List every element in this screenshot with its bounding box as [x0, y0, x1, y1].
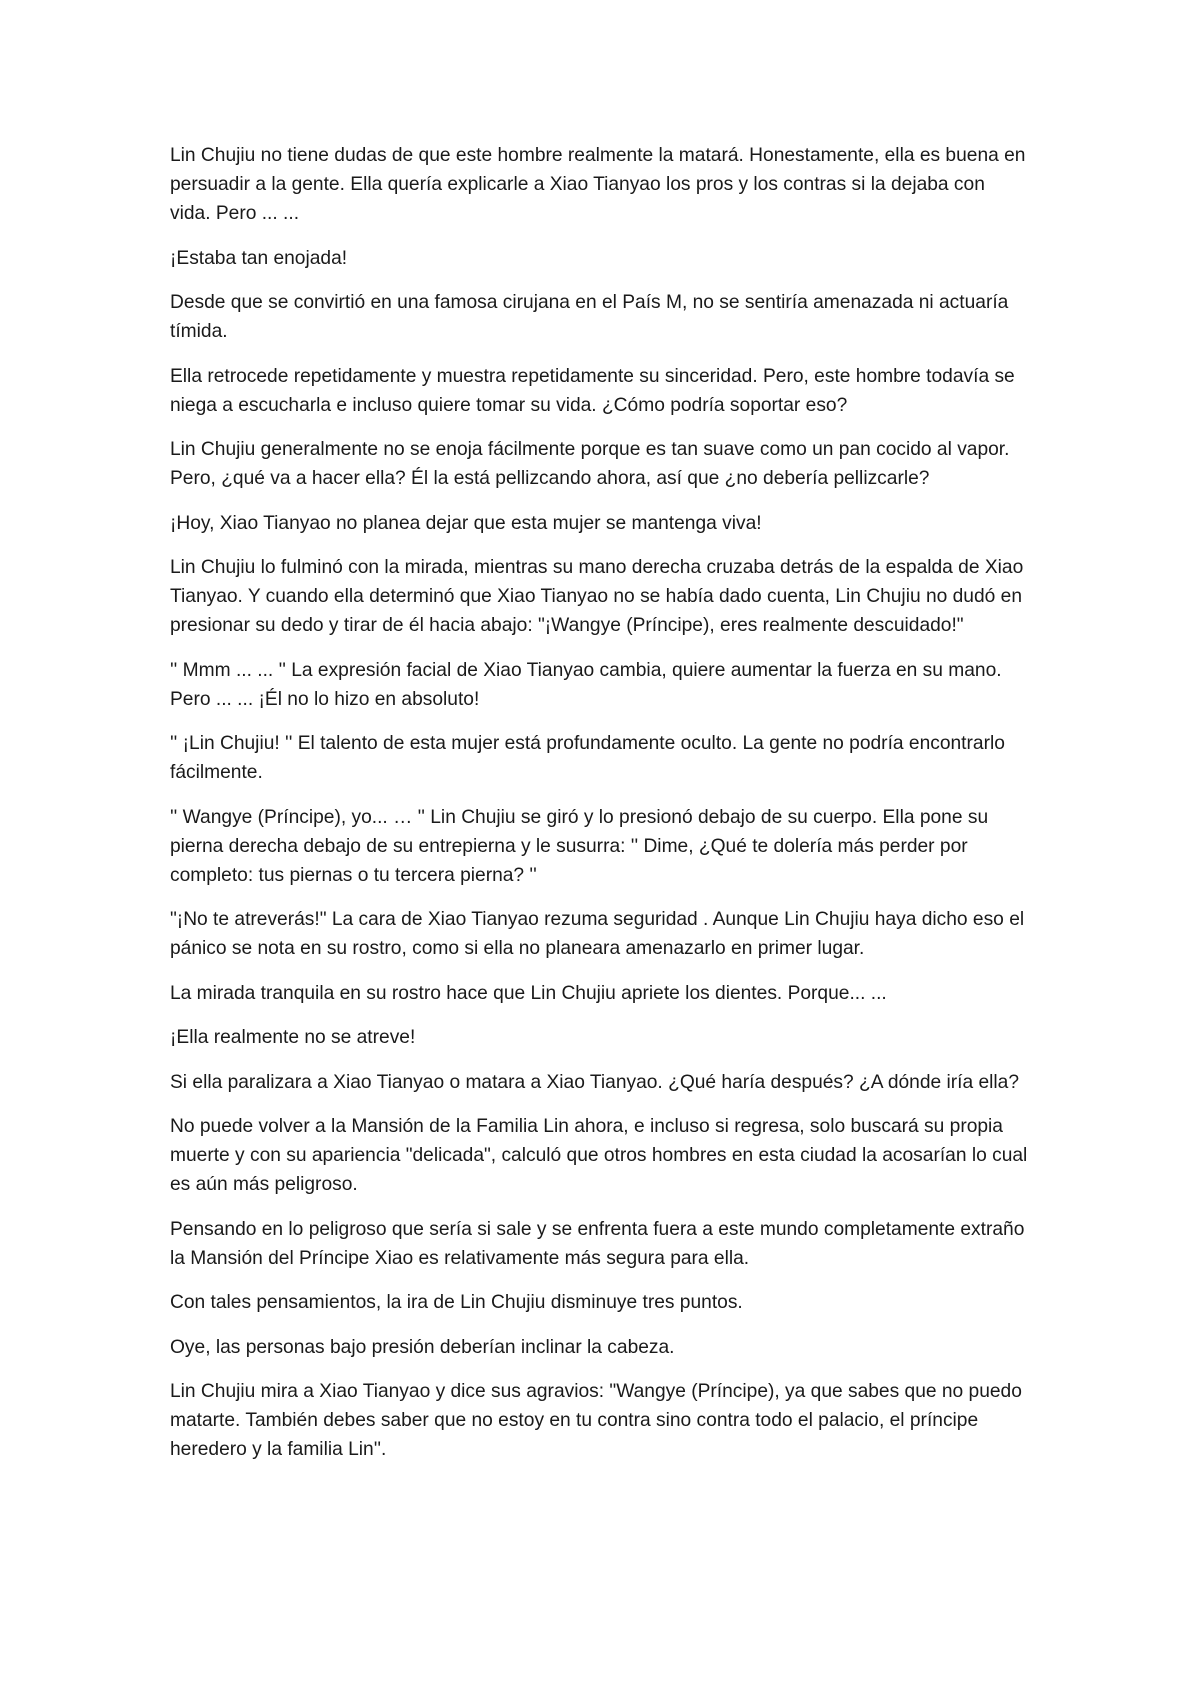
paragraph: '' Mmm ... ... '' La expresión facial de Xiao Tianyao cambia, quiere aumentar la fuerza en su mano. Pero ... ... ¡Él no lo hizo en absoluto! — [170, 659, 1002, 710]
paragraph: Con tales pensamientos, la ira de Lin Chujiu disminuye tres puntos. — [170, 1292, 743, 1313]
paragraph: ¡Ella realmente no se atreve! — [170, 1027, 416, 1048]
paragraph: No puede volver a la Mansión de la Familia Lin ahora, e incluso si regresa, solo buscará su propia muerte y con su apariencia "delicada", calculó que otros hombres en esta ciudad la acosarían lo cual es aún más peligroso. — [170, 1116, 1028, 1195]
paragraph: Lin Chujiu no tiene dudas de que este hombre realmente la matará. Honestamente, ella es buena en persuadir a la gente. Ella quería explicarle a Xiao Tianyao los pros y los contras si la dejaba con vida. Pero ... ... — [170, 145, 1026, 224]
paragraph: Ella retrocede repetidamente y muestra repetidamente su sinceridad. Pero, este hombre todavía se niega a escucharla e incluso quiere tomar su vida. ¿Cómo podría soportar eso? — [170, 365, 1015, 416]
paragraph: '' ¡Lin Chujiu! '' El talento de esta mujer está profundamente oculto. La gente no podría encontrarlo fácilmente. — [170, 733, 1005, 783]
paragraph: ¡Hoy, Xiao Tianyao no planea dejar que esta mujer se mantenga viva! — [170, 512, 762, 534]
paragraph: Lin Chujiu generalmente no se enoja fácilmente porque es tan suave como un pan cocido al vapor. Pero, ¿qué va a hacer ella? Él la está pellizcando ahora, así que ¿no debería pellizcarle? — [170, 439, 1010, 489]
paragraph: La mirada tranquila en su rostro hace que Lin Chujiu apriete los dientes. Porque... ... — [170, 982, 887, 1004]
paragraph: '' Wangye (Príncipe), yo... … '' Lin Chujiu se giró y lo presionó debajo de su cuerpo. Ella pone su pierna derecha debajo de su entrepierna y le susurra: '' Dime, ¿Qué te dolería más perder por completo: tus piernas o tu tercera pierna? '' — [170, 806, 989, 886]
paragraph: Oye, las personas bajo presión deberían inclinar la cabeza. — [170, 1336, 675, 1358]
paragraph: Lin Chujiu mira a Xiao Tianyao y dice sus agravios: "Wangye (Príncipe), ya que sabes que no puedo matarte. También debes saber que no estoy en tu contra sino contra todo el palacio, el príncipe heredero y la familia Lin''. — [170, 1381, 1022, 1460]
paragraph: "¡No te atreverás!" La cara de Xiao Tianyao rezuma seguridad . Aunque Lin Chujiu haya dicho eso el pánico se nota en su rostro, como si ella no planeara amenazarlo en primer lugar. — [170, 909, 1025, 959]
paragraph: Lin Chujiu lo fulminó con la mirada, mientras su mano derecha cruzaba detrás de la espalda de Xiao Tianyao. Y cuando ella determinó que Xiao Tianyao no se había dado cuenta, Lin Chujiu no dudó en presionar su dedo y tirar de él hacia abajo: "¡Wangye (Príncipe), eres realmente descuidado!" — [170, 557, 1024, 636]
document-page — [170, 141, 1030, 1480]
paragraph: Pensando en lo peligroso que sería si sale y se enfrenta fuera a este mundo completamente extraño la Mansión del Príncipe Xiao es relativamente más segura para ella. — [170, 1218, 1025, 1269]
paragraph: Desde que se convirtió en una famosa cirujana en el País M, no se sentiría amenazada ni actuaría tímida. — [170, 292, 1009, 342]
paragraph: ¡Estaba tan enojada! — [170, 247, 348, 269]
paragraph: Si ella paralizara a Xiao Tianyao o matara a Xiao Tianyao. ¿Qué haría después? ¿A dónde iría ella? — [170, 1071, 1020, 1093]
